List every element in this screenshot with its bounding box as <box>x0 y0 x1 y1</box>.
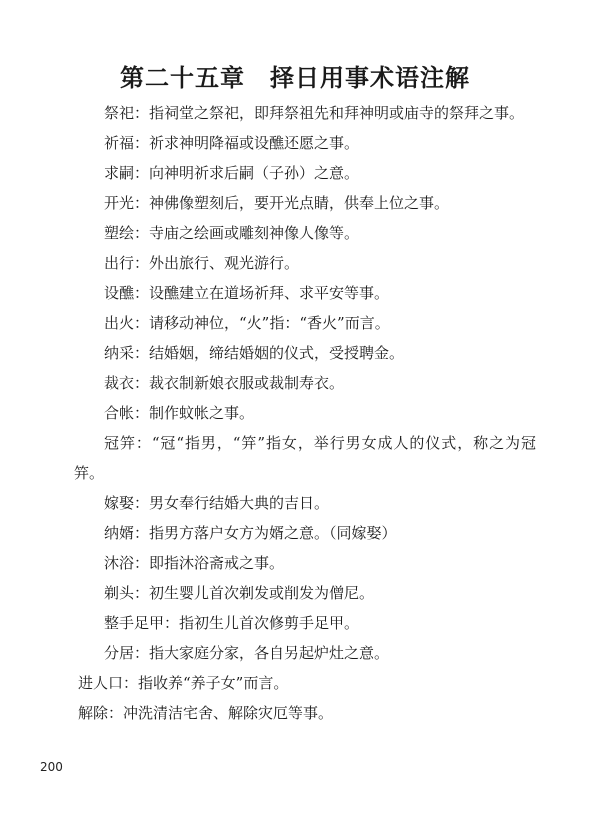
glossary-entry <box>74 578 536 608</box>
glossary-entry <box>74 338 536 368</box>
glossary-definition: 结婚姻，缔结婚姻的仪式，受授聘金。 <box>149 344 405 362</box>
glossary-definition: 制作蚊帐之事。 <box>149 404 255 422</box>
glossary-entry <box>74 158 536 188</box>
glossary-definition: 寺庙之绘画或雕刻神像人像等。 <box>149 224 360 242</box>
glossary-term: 纳采： <box>104 344 150 362</box>
glossary-entry <box>74 188 536 218</box>
glossary-term: 祈福： <box>104 134 150 152</box>
glossary-definition: 请移动神位，“火”指：“香火”而言。 <box>149 314 390 332</box>
glossary-entry <box>74 548 536 578</box>
glossary-definition: 裁衣制新娘衣服或裁制寿衣。 <box>149 374 345 392</box>
glossary-term: 合帐： <box>104 404 150 422</box>
glossary-entry <box>74 608 536 638</box>
glossary-term: 塑绘： <box>104 224 150 242</box>
glossary-definition: 外出旅行、观光游行。 <box>149 254 300 272</box>
glossary-term: 开光： <box>104 194 150 212</box>
glossary-entry <box>74 98 536 128</box>
glossary-definition: 指大家庭分家，各自另起炉灶之意。 <box>149 644 390 662</box>
glossary-entry <box>74 368 536 398</box>
glossary-term: 整手足甲： <box>104 614 180 632</box>
glossary-term: 分居： <box>104 644 150 662</box>
glossary-term: 解除： <box>78 704 124 722</box>
glossary-entry <box>74 248 536 278</box>
chapter-title: 第二十五章 择日用事术语注解 <box>120 64 470 92</box>
glossary-entry <box>74 518 536 548</box>
glossary-entry <box>74 308 536 338</box>
glossary-term: 进人口： <box>78 674 139 692</box>
page-number: 200 <box>40 760 63 774</box>
glossary-definition: “冠“指男，“笄”指女，举行男女成人的仪式，称之为冠笄。 <box>74 434 536 482</box>
glossary-entry <box>74 128 536 158</box>
glossary-entry <box>74 218 536 248</box>
glossary-entry <box>74 488 536 518</box>
glossary-definition: 即指沐浴斋戒之事。 <box>149 554 285 572</box>
glossary-definition: 指祠堂之祭祀，即拜祭祖先和拜神明或庙寺的祭拜之事。 <box>149 104 525 122</box>
glossary-definition: 向神明祈求后嗣（子孙）之意。 <box>149 164 360 182</box>
glossary-entry <box>74 668 536 698</box>
glossary-entry <box>74 698 536 728</box>
glossary-definition: 祈求神明降福或设醮还愿之事。 <box>149 134 360 152</box>
glossary-entry <box>74 428 536 488</box>
glossary-term: 纳婿： <box>104 524 150 542</box>
glossary-entry <box>74 278 536 308</box>
glossary-term: 设醮： <box>104 284 150 302</box>
glossary-definition: 初生婴儿首次剃发或削发为僧尼。 <box>149 584 375 602</box>
glossary-definition: 冲洗清洁宅舍、解除灾厄等事。 <box>123 704 334 722</box>
glossary-definition: 指初生儿首次修剪手足甲。 <box>179 614 360 632</box>
glossary-term: 裁衣： <box>104 374 150 392</box>
glossary-definition: 男女奉行结婚大典的吉日。 <box>149 494 330 512</box>
glossary-definition: 指男方落户女方为婿之意。（同嫁娶） <box>149 524 397 542</box>
glossary-list <box>74 98 536 728</box>
glossary-term: 祭祀： <box>104 104 150 122</box>
glossary-term: 求嗣： <box>104 164 150 182</box>
glossary-definition: 设醮建立在道场祈拜、求平安等事。 <box>149 284 390 302</box>
glossary-term: 出火： <box>104 314 150 332</box>
glossary-definition: 指收养“养子女”而言。 <box>138 674 289 692</box>
glossary-definition: 神佛像塑刻后，要开光点睛，供奉上位之事。 <box>149 194 450 212</box>
glossary-term: 沐浴： <box>104 554 150 572</box>
glossary-term: 出行： <box>104 254 150 272</box>
glossary-entry <box>74 638 536 668</box>
glossary-entry <box>74 398 536 428</box>
glossary-term: 剃头： <box>104 584 150 602</box>
glossary-term: 嫁娶： <box>104 494 150 512</box>
glossary-term: 冠笄： <box>104 434 152 452</box>
